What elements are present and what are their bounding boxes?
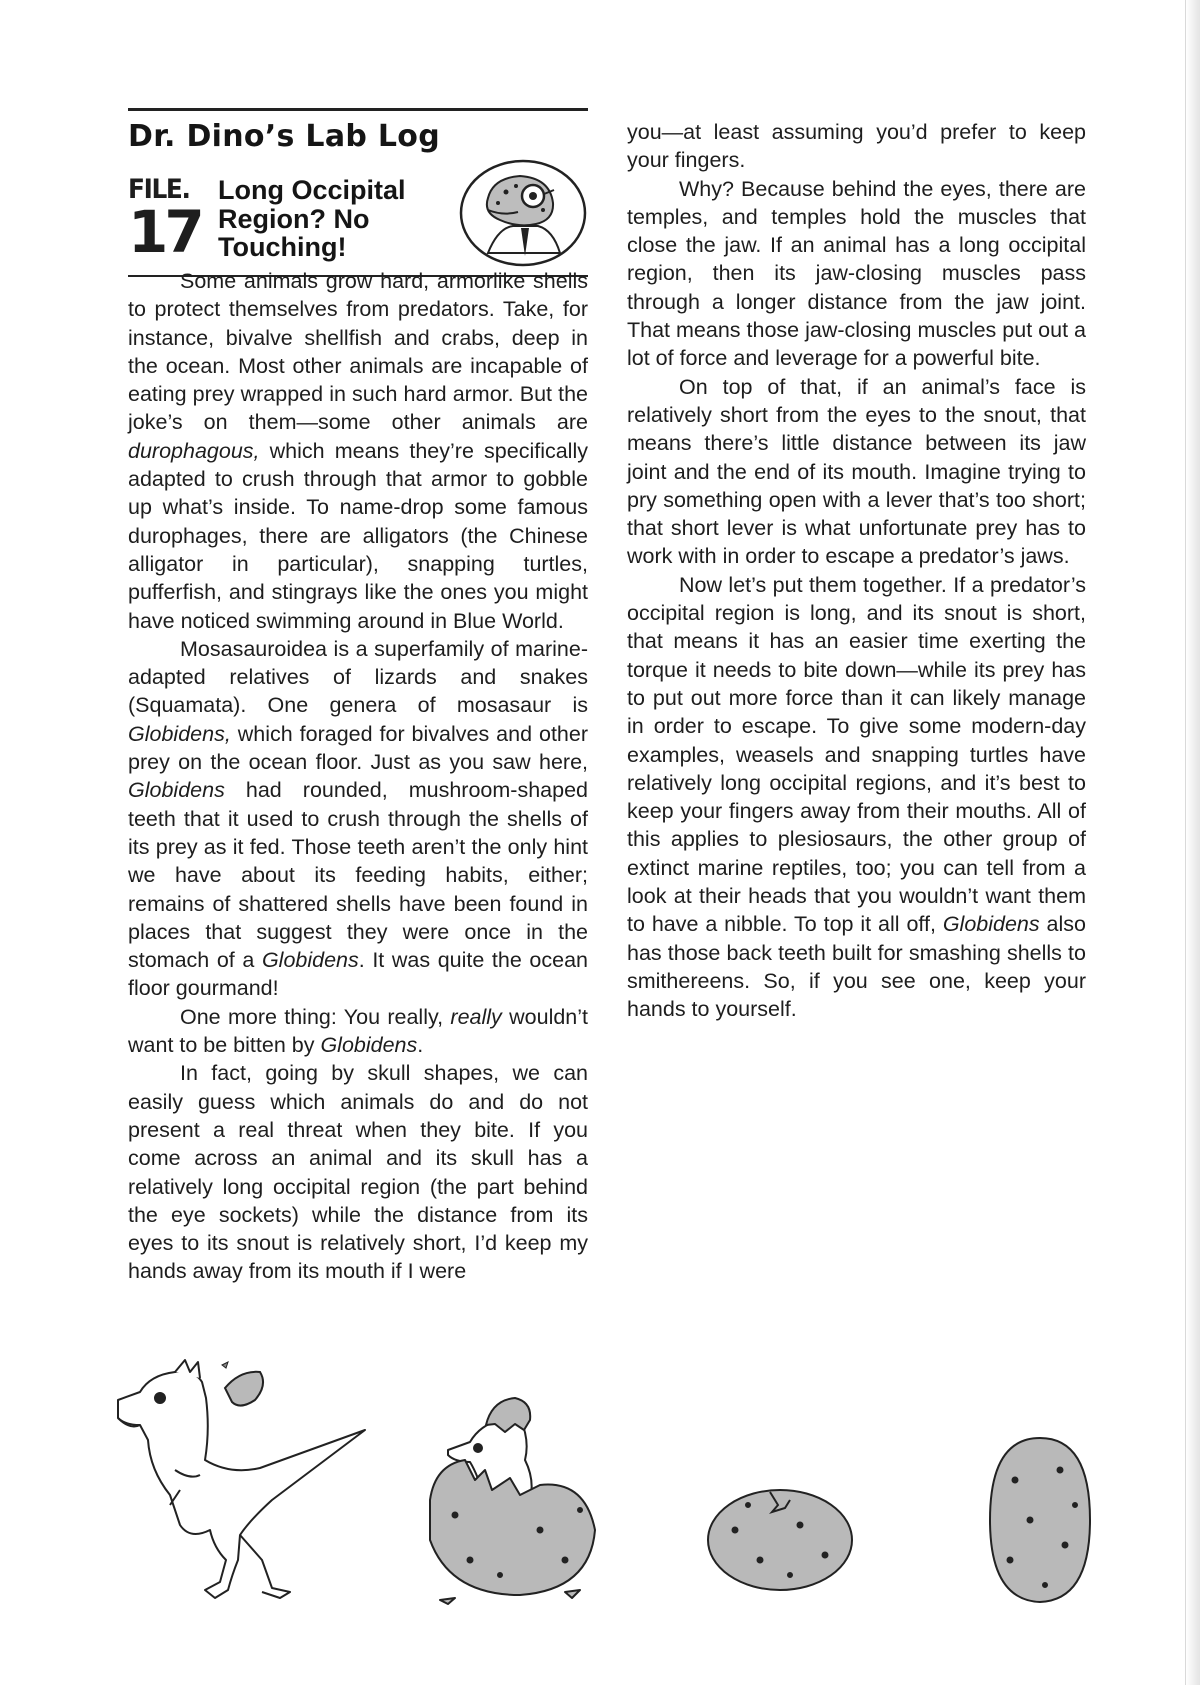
text-run: Mosasauroidea is a superfamily of marine-adapted relatives of lizards and snakes (Squamata). One genera of mosasaur is — [128, 636, 588, 718]
body-paragraph — [627, 175, 1086, 373]
egg-whole-icon — [990, 1438, 1090, 1602]
body-paragraph — [128, 635, 588, 1003]
body-paragraph — [627, 118, 1086, 175]
file-title-line: Long Occipital — [218, 175, 406, 205]
body-paragraph — [128, 1059, 588, 1285]
text-run: wouldn’t want to be bitten by — [128, 1004, 589, 1058]
file-label: FILE. — [128, 174, 190, 205]
text-run: In fact, going by skull shapes, we can easily guess which animals do and do not present a real threat when they bite. If you come across an animal and its skull has a relatively long occipital region (the part behind the eye sockets) while the distance from its eyes to its snout is relatively short, I’d keep my hands away from its mouth if I were — [128, 1061, 588, 1284]
text-run: One more thing: You really, — [180, 1004, 451, 1029]
header-top-rule — [128, 108, 588, 111]
text-run: you—at least assuming you’d prefer to keep your fingers. — [627, 120, 1086, 173]
text-run: On top of that, if an animal’s face is relatively short from the eyes to the snout, that means there’s little distance between its jaw joint and the end of its mouth. Imagine trying to pry something open with a lever that’s too short; that short lever is what unfortunate prey has to work with in order to escape a predator’s jaws. — [627, 374, 1086, 569]
file-title-line: Touching! — [218, 232, 347, 262]
file-title — [218, 176, 448, 262]
hatching-dinosaur-icon — [430, 1398, 595, 1604]
body-paragraph — [627, 373, 1086, 571]
text-run: which foraged for bivalves and other prey on the ocean floor. Just as you saw here, — [128, 721, 588, 775]
file-number: 17 — [128, 198, 201, 266]
right-column — [627, 118, 1086, 1024]
body-paragraph — [627, 571, 1086, 1024]
left-column — [128, 267, 588, 1286]
text-run: . — [417, 1033, 424, 1058]
italic-term: really — [450, 1004, 502, 1029]
egg-cracking-icon — [708, 1490, 852, 1590]
italic-term: Globidens, — [128, 721, 231, 746]
italic-term: Globidens — [942, 912, 1040, 937]
shell-fragment-icon — [225, 1372, 263, 1406]
dinosaur-illustrations — [0, 1350, 1200, 1630]
italic-term: Globidens — [128, 778, 225, 803]
italic-term: Globidens — [261, 948, 359, 973]
text-run: . It was quite the ocean floor gourmand! — [128, 948, 588, 1001]
text-run: Why? Because behind the eyes, there are temples, and temples hold the muscles that close the jaw. If an animal has a long occipital region, then its jaw-closing muscles pass through a longer distance from the jaw joint. That means those jaw-closing muscles put out a lot of force and leverage for a powerful bite. — [627, 176, 1086, 371]
body-paragraph — [128, 267, 588, 635]
italic-term: Globidens — [320, 1033, 418, 1058]
text-run: had rounded, mushroom-shaped teeth that it used to crush through the shells of its prey as it fed. Those teeth aren’t the only hint we have about its feeding habits, either; remains of shattered shells have been found in places that suggest they were once in the stomach of a — [128, 778, 588, 973]
text-run: Some animals grow hard, armorlike shells to protect themselves from predators. Take, for instance, bivalve shellfish and crabs, deep in the ocean. Most other animals are incapable of eating prey wrapped in such hard armor. But the joke’s on them—some other animals are — [128, 269, 588, 435]
body-paragraph — [128, 1003, 588, 1060]
text-run: also has those back teeth built for smashing shells to smithereens. So, if you see one, keep your hands to yourself. — [627, 912, 1086, 1022]
text-run: Now let’s put them together. If a predator’s occipital region is long, and its snout is short, that means it has an easier time exerting the torque it needs to bite down—while its prey has to put out more force than it can likely manage in order to escape. To give some modern-day examples, weasels and snapping turtles have relatively long occipital regions, and it’s best to keep your fingers away from their mouths. All of this applies to plesiosaurs, the other group of extinct marine reptiles, too; you can tell from a look at their heads that you wouldn’t want them to have a nibble. To top it all off, — [627, 572, 1086, 937]
file-title-line: Region? No — [218, 203, 370, 234]
lab-log-header — [128, 108, 588, 280]
text-run: which means they’re specifically adapted to crush through that armor to gobble up what’s inside. To name-drop some famous durophages, there are alligators (the Chinese alligator in particular), snapping turtles, pufferfish, and stingrays like the ones you might have noticed swimming around in Blue World. — [128, 438, 588, 633]
lab-log-title: Dr. Dino’s Lab Log — [128, 119, 440, 154]
italic-term: durophagous, — [128, 438, 260, 463]
mascot-dino-glasses-icon — [458, 158, 588, 268]
